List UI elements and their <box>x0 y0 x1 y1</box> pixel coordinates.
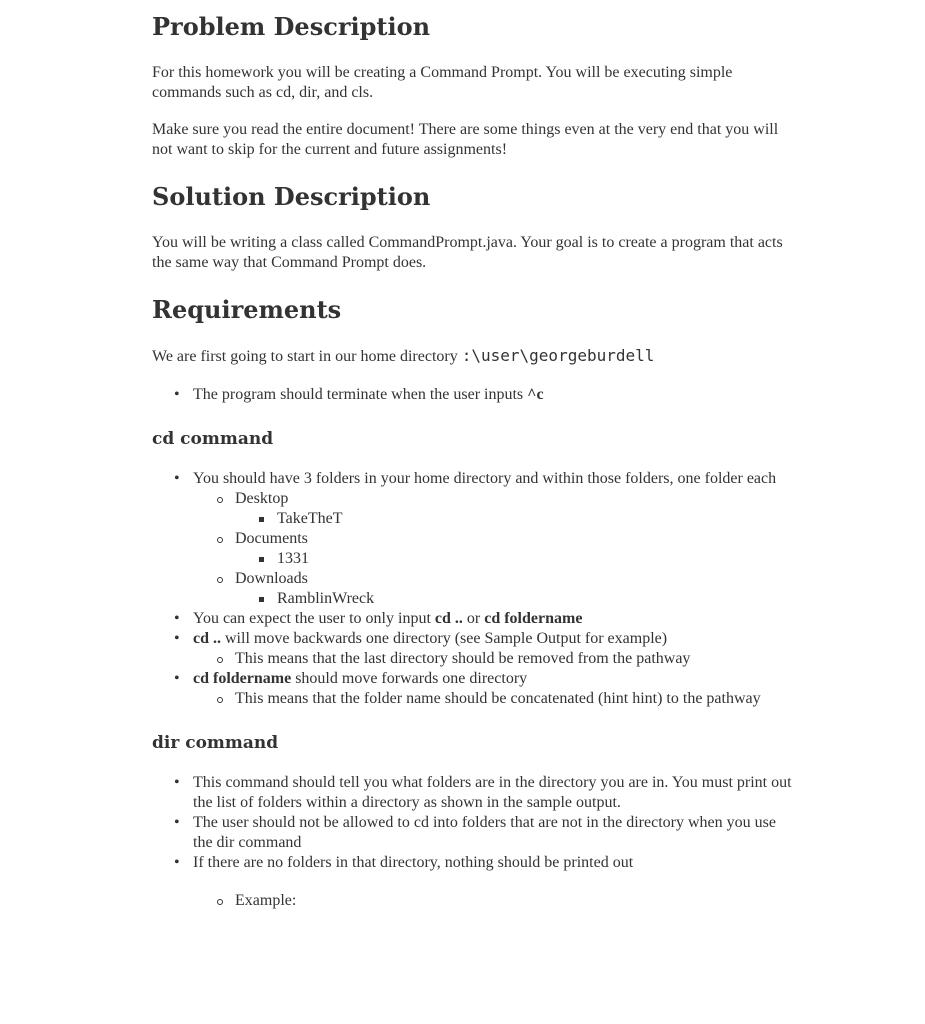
example-wrapper <box>152 891 792 911</box>
problem-paragraph-1: For this homework you will be creating a Command Prompt. You will be executing simple commands such as cd, dir, and cls. <box>152 64 733 101</box>
cd-command-list <box>152 469 792 709</box>
subfolder-item: TakeTheT <box>235 509 792 529</box>
back-text: will move backwards one directory (see Sample Output for example) <box>225 630 668 647</box>
folder-list <box>193 489 792 609</box>
back-cmd: cd .. <box>193 630 221 647</box>
problem-heading: Problem Description <box>152 12 431 41</box>
problem-paragraph-2: Make sure you read the entire document! There are some things even at the very end that you will not want to skip for the current and future assignments! <box>152 121 779 158</box>
list-item <box>152 669 792 709</box>
terminate-key: ^c <box>527 386 544 403</box>
solution-heading: Solution Description <box>152 182 431 211</box>
document-content <box>152 10 792 911</box>
folder-item <box>193 569 792 609</box>
expect-cmd-2: cd foldername <box>484 610 583 627</box>
list-item <box>152 469 792 609</box>
terminate-text: The program should terminate when the user inputs <box>193 386 524 403</box>
folder-name: Desktop <box>235 490 289 507</box>
subfolder-item: 1331 <box>235 549 792 569</box>
expect-or: or <box>466 610 481 627</box>
dir-command-heading: dir command <box>152 733 279 753</box>
folder-item <box>193 529 792 569</box>
folder-name: Downloads <box>235 570 308 587</box>
home-directory-path: :\user\georgeburdell <box>461 346 655 365</box>
subfolder-list <box>235 509 792 529</box>
folder-name: Documents <box>235 530 308 547</box>
expect-cmd-1: cd .. <box>434 610 463 627</box>
example-list <box>152 891 792 911</box>
example-container <box>152 891 792 911</box>
back-note-list <box>193 649 792 669</box>
fwd-text: should move forwards one directory <box>295 670 528 687</box>
list-item <box>152 629 792 669</box>
list-item: • If there are no folders in that directory, nothing should be printed out <box>152 853 792 873</box>
fwd-note: This means that the folder name should be concatenated (hint hint) to the pathway <box>193 689 792 709</box>
list-item: • This command should tell you what folders are in the directory you are in. You must print out the list of folders within a directory as shown in the sample output. <box>152 773 792 813</box>
dir-command-list <box>152 773 792 873</box>
list-item <box>152 609 792 629</box>
back-note: This means that the last directory should be removed from the pathway <box>193 649 792 669</box>
fwd-note-list <box>193 689 792 709</box>
example-label: Example: <box>152 891 792 911</box>
requirements-intro <box>152 346 792 367</box>
solution-paragraph: You will be writing a class called CommandPrompt.java. Your goal is to create a program that acts the same way that Command Prompt does. <box>152 234 783 271</box>
fwd-cmd: cd foldername <box>193 670 292 687</box>
subfolder-list <box>235 549 792 569</box>
subfolder-item: RamblinWreck <box>235 589 792 609</box>
requirements-heading: Requirements <box>152 295 342 324</box>
list-item <box>152 385 792 405</box>
cd-command-heading: cd command <box>152 429 274 449</box>
subfolder-list <box>235 589 792 609</box>
folders-intro: You should have 3 folders in your home directory and within those folders, one folder each <box>193 470 777 487</box>
requirements-intro-text: We are first going to start in our home directory <box>152 348 458 365</box>
requirements-list <box>152 385 792 405</box>
list-item: • The user should not be allowed to cd into folders that are not in the directory when you use the dir command <box>152 813 792 853</box>
folder-item <box>193 489 792 529</box>
expect-prefix: You can expect the user to only input <box>193 610 431 627</box>
